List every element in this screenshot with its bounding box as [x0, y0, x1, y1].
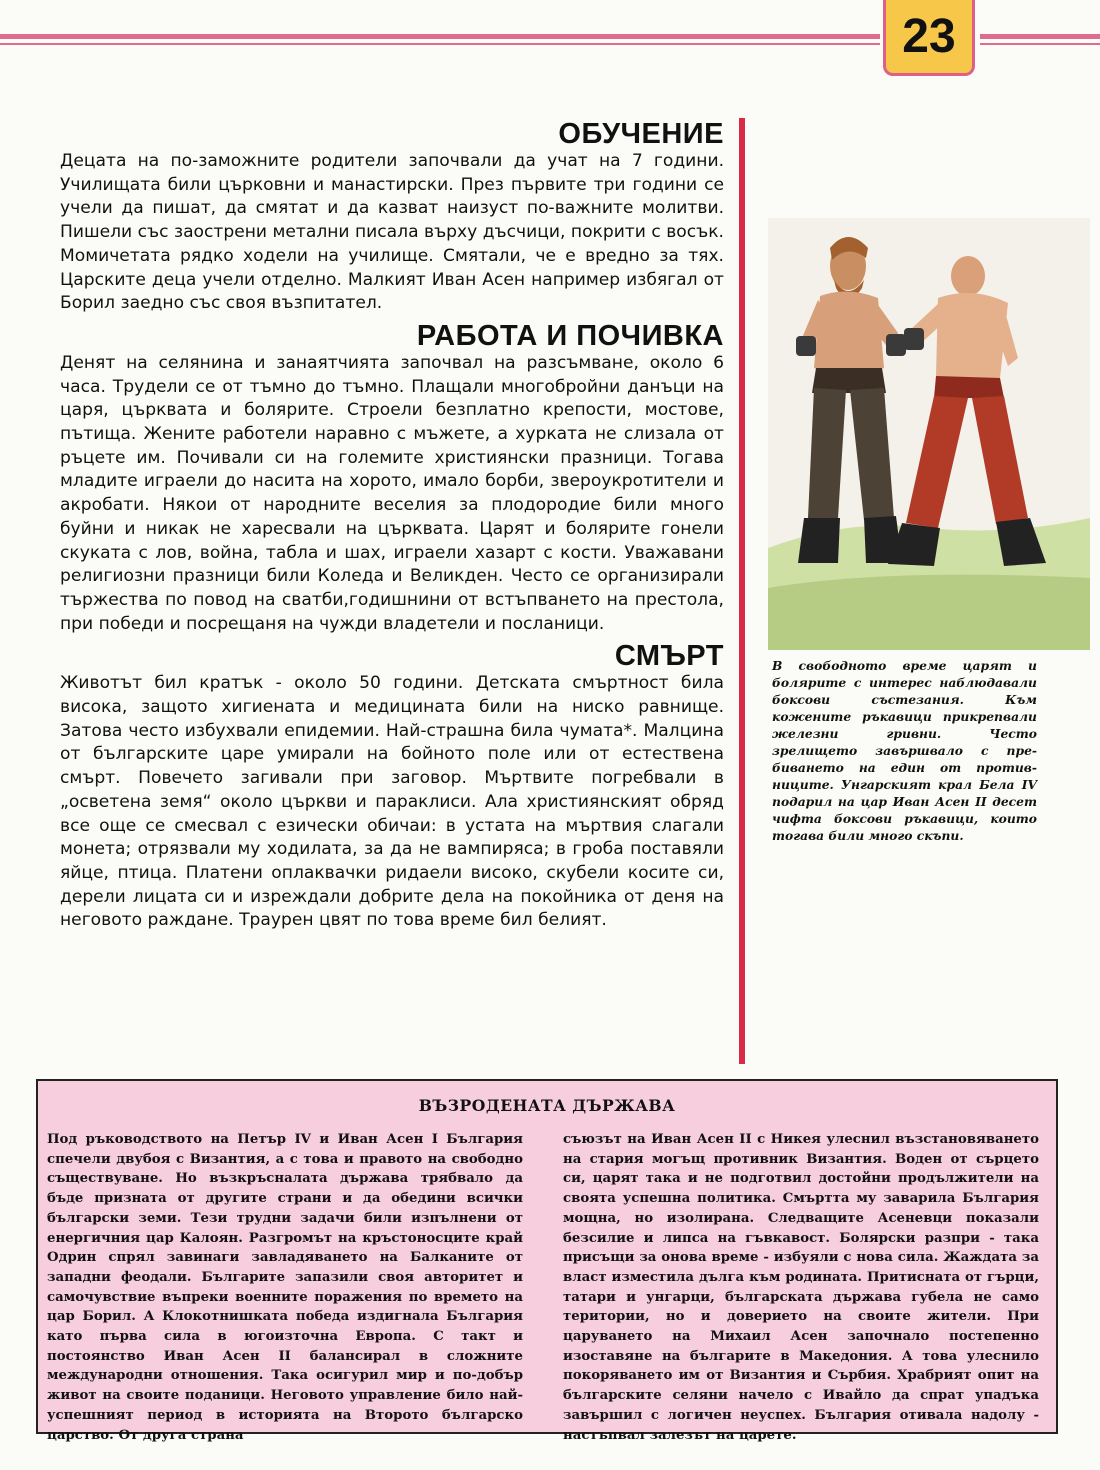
sidebar-right-column: съюзът на Иван Асен II с Никея улеснил възстановяването на стария могъщ противник Византия. Воден от сърцето си, царят така и не подготвил достойни продължители на своята успешна политика. Смъртта му заварила България мощна, но изолирана. Следващите Асеневци показали безсилие и липса на гъвкавост. Болярски разпри - така присъщи за онова време - избуяли с нова сила. Жаждата за власт изместила дълга към родината. Притисната от гърци, татари и унгарци, българската държава губела не само територии, но и доверието на своите жители. При царуването на Михаил Асен започнало постепенно изоставяне на българите в Македония. А това улеснило покоряването им от Византия и Сърбия. Храбрият опит на българските селяни начело с Ивайло да спрат упадъка завършил с логичен неуспех. България отивала надолу - настъпвал залезът на царете.	[563, 1132, 1039, 1443]
heading-education: ОБУЧЕНИЕ	[558, 118, 724, 150]
paragraph-education: Децата на по-заможните родители започвали да учат на 7 години. Училищата били църковни и манастирски. През първите три години се учели да пишат, да смятат и да казват наизуст по-важните молитви. Пишели със заострени метални писала върху дъсчици, покрити с восък. Момичетата рядко ходели на училище. Смятали, че е вредно за тях. Царските деца учели отделно. Малкият Иван Асен например избягал от Борил заедно със своя възпитател.	[60, 151, 724, 314]
heading-death: СМЪРТ	[614, 640, 724, 673]
page-number: 23	[883, 0, 975, 76]
top-rule-thin	[0, 43, 880, 45]
sidebar-box	[36, 1079, 1058, 1443]
boxers-illustration	[768, 218, 1090, 650]
vertical-divider	[739, 118, 745, 1064]
paragraph-work-and-rest: Денят на селянина и занаятчията започвал на разсъмване, около 6 часа. Трудели се от тъмно до тъмно. Плащали многобройни данъци на царя, църквата и болярите. Строели безплатно крепости, мостове, пътища. Жените работели наравно с мъжете, а хурката не слизала от ръцете им. Почивали си на големите християнски празници. Тогава младите играели до насита на хорото, имало борби, звероукротители и акробати. Някои от народните веселия за плодородие били много буйни и никак не харесвали на църквата. Царят и болярите гонели скуката с лов, война, табла и шах, играели хазарт с кости. Уважавани религиозни празници били Коледа и Великден. Често се организирали тържества по повод на сватби,годишнини от встъпването на престола, при победи и посрещаня на чужди владетели и посланици.	[60, 352, 724, 634]
illustration-caption: В свободното време царят и болярите с интерес наблюдавали боксови състезания. Към кожените ръкавици прикрепвали железни гривни. Често зрелището завършвало с пребиването на един от противниците. Унгарският крал Бела IV подарил на цар Иван Асен II десет чифта боксови ръкавици, които тогава били много скъпи.	[772, 658, 1037, 843]
top-rule-right	[980, 34, 1100, 39]
paragraph-death: Животът бил кратък - около 50 години. Детската смъртност била висока, защото хигиената и медицината били на ниско равнище. Затова често избухвали епидемии. Най-страшна била чумата*. Малцина от българските царе умирали на бойното поле или от естествена смърт. Повечето загивали при заговор. Мъртвите погребвали в „осветена земя“ около църкви и параклиси. Ала християнският обряд все още се смесвал с езически обичаи: в устата на мъртвия слагали монета; отрязвали му ходилата, за да не вампиряса; в гроба поставяли яйце, птица. Платени оплаквачки ридаели високо, скубели косите си, дерели лицата си и изреждали добрите дела на покойника от деня на неговото раждане. Траурен цвят по това време бил белият.	[60, 673, 724, 931]
main-text-column	[60, 118, 724, 933]
top-rule	[0, 34, 880, 39]
sidebar-title: ВЪЗРОДЕНАТА ДЪРЖАВА	[418, 1096, 676, 1115]
heading-work-and-rest: РАБОТА И ПОЧИВКА	[416, 319, 724, 352]
top-rule-right-thin	[980, 43, 1100, 45]
sidebar-left-column: Под ръководството на Петър IV и Иван Асен I България спечели двубоя с Византия, а с това и правото на свободно съществуване. Но възкръсналата държава трябвало да бъде призната от другите страни и да обедини всички български земи. Тези трудни задачи били изпълнени от енергичния цар Калоян. Разгромът на кръстоносците край Одрин спрял завинаги завладяването на Балканите от западни феодали. Българите запазили своя авторитет и самочувствие въпреки военните поражения по времето на цар Борил. А Клокотнишката победа издигнала България като първа сила в югоизточна Европа. С такт и постоянство Иван Асен II балансирал в сложните международни отношения. Така осигурил мир и по-добър живот на своите поданици. Неговото управление било най-успешният период в историята на Второто българско царство. От друга страна	[47, 1132, 523, 1443]
